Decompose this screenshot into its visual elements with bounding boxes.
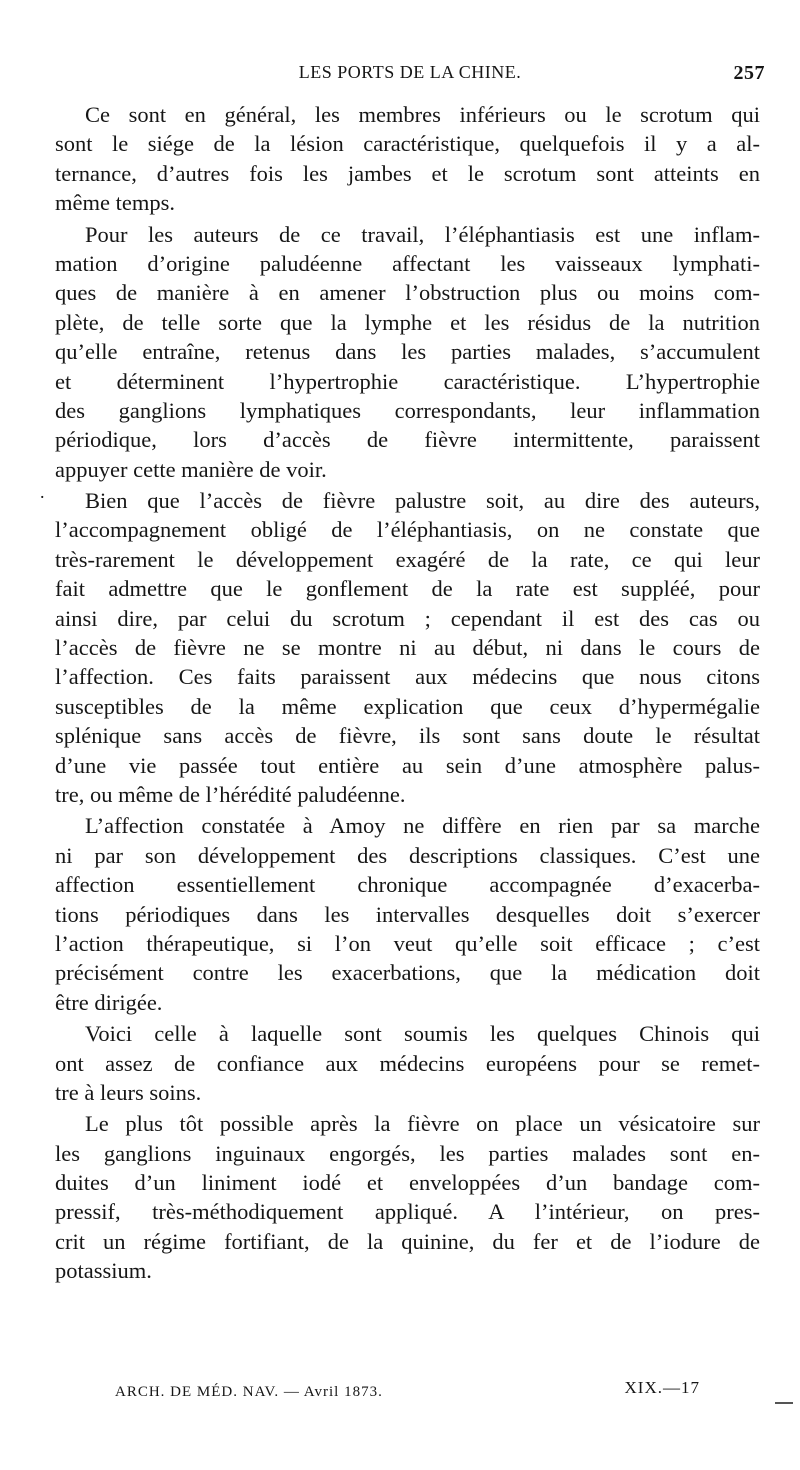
text-line: et déterminent l’hypertrophie caractéristique. L’hypertrophie	[55, 368, 760, 394]
journal-reference: ARCH. DE MÉD. NAV. — Avril 1873.	[115, 1384, 383, 1400]
text-line: tions périodiques dans les intervalles desquelles doit s’exercer	[55, 901, 760, 927]
text-line: plète, de telle sorte que la lymphe et les résidus de la nutrition	[55, 309, 760, 335]
text-line: Ce sont en général, les membres inférieurs ou le scrotum qui	[85, 102, 760, 127]
paragraph	[55, 1019, 760, 1107]
text-line: périodique, lors d’accès de fièvre intermittente, paraissent	[55, 427, 760, 453]
text-line: Le plus tôt possible après la fièvre on place un vésicatoire sur	[85, 1111, 760, 1137]
paragraph	[55, 811, 760, 1017]
text-line: Bien que l’accès de fièvre palustre soit, au dire des auteurs,	[85, 488, 760, 514]
paragraph	[55, 220, 760, 485]
text-line: Voici celle à laquelle sont soumis les quelques Chinois qui	[85, 1021, 760, 1047]
text-line: d’une vie passée tout entière au sein d’une atmosphère palus-	[55, 752, 760, 778]
text-line: ont assez de confiance aux médecins européens pour se remet-	[55, 1050, 760, 1076]
text-line: potassium.	[55, 1258, 152, 1284]
text-line: l’action thérapeutique, si l’on veut qu’elle soit efficace ; c’est	[55, 930, 760, 956]
text-line: l’affection. Ces faits paraissent aux médecins que nous citons	[55, 664, 760, 690]
text-line: qu’elle entraîne, retenus dans les parties malades, s’accumulent	[55, 339, 760, 365]
text-line: ainsi dire, par celui du scrotum ; cependant il est des cas ou	[55, 605, 760, 631]
text-line: être dirigée.	[55, 989, 163, 1015]
text-line: mation d’origine paludéenne affectant les vaisseaux lymphati-	[55, 250, 760, 276]
text-line: des ganglions lymphatiques correspondants, leur inflammation	[55, 397, 760, 423]
text-line: fait admettre que le gonflement de la rate est suppléé, pour	[55, 576, 760, 602]
text-line: même temps.	[55, 190, 175, 216]
text-line: appuyer cette manière de voir.	[55, 456, 327, 482]
text-line: tre à leurs soins.	[55, 1079, 202, 1105]
text-line: ques de manière à en amener l’obstruction plus ou moins com-	[55, 280, 760, 306]
text-line: très-rarement le développement exagéré de la rate, ce qui leur	[55, 546, 760, 572]
text-line: susceptibles de la même explication que ceux d’hypermégalie	[55, 693, 760, 719]
paragraph	[55, 100, 760, 218]
text-line: ternance, d’autres fois les jambes et le scrotum sont atteints en	[55, 160, 760, 186]
running-head	[55, 62, 765, 92]
text-line: sont le siége de la lésion caractéristique, quelquefois il y a al-	[55, 131, 760, 157]
text-line: L’affection constatée à Amoy ne diffère en rien par sa marche	[85, 813, 760, 839]
text-line: pressif, très-méthodiquement appliqué. A l’intérieur, on pres-	[55, 1199, 760, 1225]
text-line: ni par son développement des descriptions classiques. C’est une	[55, 842, 760, 868]
text-line: l’accompagnement obligé de l’éléphantiasis, on ne constate que	[55, 517, 760, 543]
text-line: splénique sans accès de fièvre, ils sont sans doute le résultat	[55, 723, 760, 749]
text-line: précisément contre les exacerbations, que la médication doit	[55, 960, 760, 986]
text-line: duites d’un liniment iodé et enveloppées d’un bandage com-	[55, 1170, 760, 1196]
text-line: Pour les auteurs de ce travail, l’éléphantiasis est une inflam-	[85, 221, 760, 247]
page-footer	[115, 1378, 700, 1408]
signature-mark: XIX.—17	[624, 1378, 700, 1397]
paragraph	[55, 1109, 760, 1285]
text-line: les ganglions inguinaux engorgés, les parties malades sont en-	[55, 1140, 760, 1166]
margin-mark: .	[40, 482, 45, 502]
text-line: tre, ou même de l’hérédité paludéenne.	[55, 781, 406, 807]
body-text	[55, 100, 760, 1288]
text-line: crit un régime fortifiant, de la quinine, du fer et de l’iodure de	[55, 1228, 760, 1254]
text-line: l’accès de fièvre ne se montre ni au début, ni dans le cours de	[55, 635, 760, 661]
page-number: 257	[733, 62, 765, 84]
text-line: affection essentiellement chronique accompagnée d’exacerba-	[55, 872, 760, 898]
paragraph	[55, 486, 760, 809]
running-title: LES PORTS DE LA CHINE.	[298, 62, 522, 82]
margin-rule	[775, 1402, 793, 1404]
